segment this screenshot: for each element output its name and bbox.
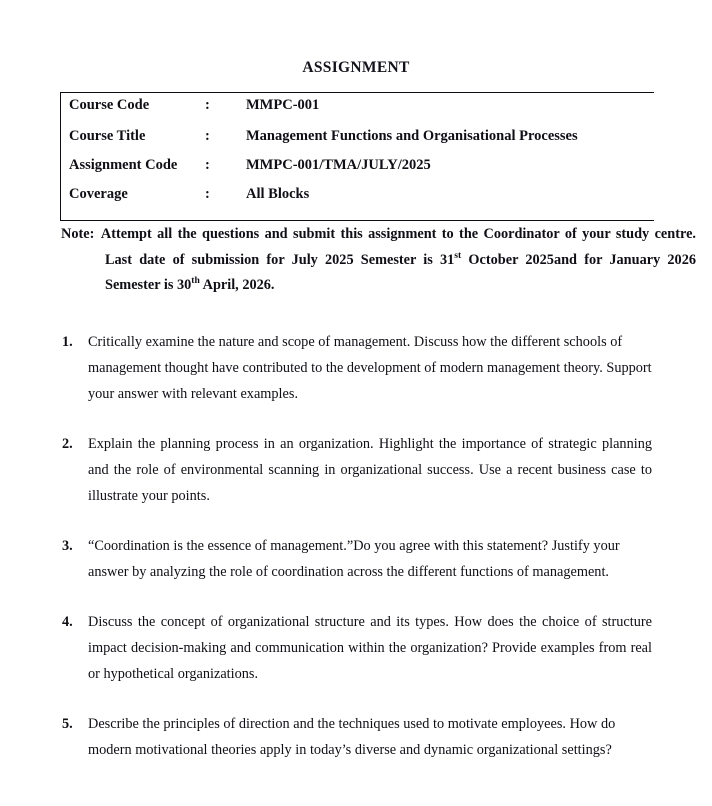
meta-label-assignment-code: Assignment Code bbox=[69, 157, 178, 173]
table-row bbox=[61, 93, 654, 128]
question-text: Describe the principles of direction and the techniques used to motivate employees. How do modern motivational theories apply in today’s diverse and dynamic organizational settings? bbox=[88, 716, 616, 758]
page-title: ASSIGNMENT bbox=[302, 59, 410, 76]
list-item bbox=[62, 431, 652, 509]
question-number: 3. bbox=[62, 538, 73, 554]
note-ordinal-suffix-st: st bbox=[454, 249, 462, 261]
note-label: Note: bbox=[61, 226, 95, 242]
assignment-meta-table bbox=[60, 92, 654, 221]
table-row bbox=[61, 157, 654, 186]
question-number: 4. bbox=[62, 614, 73, 630]
meta-separator: : bbox=[205, 128, 210, 144]
meta-value-assignment-code: MMPC-001/TMA/JULY/2025 bbox=[246, 157, 431, 173]
note-text-part-2: October 2025and for January 2026 Semester is 30 bbox=[105, 251, 696, 293]
meta-label-course-title: Course Title bbox=[69, 128, 146, 144]
note-text-part-1: Attempt all the questions and submit this assignment to the Coordinator of your study centre. Last date of submission for July 2025 Semester is 31 bbox=[96, 226, 696, 268]
question-text: “Coordination is the essence of management.”Do you agree with this statement? Justify your answer by analyzing the role of coordination across the different functions of management. bbox=[88, 538, 620, 580]
question-list bbox=[62, 329, 652, 787]
meta-value-coverage: All Blocks bbox=[246, 186, 310, 202]
question-text: Discuss the concept of organizational structure and its types. How does the choice of structure impact decision-making and communication within the organization? Provide examples from real or hypothetical organizations. bbox=[88, 614, 652, 682]
submission-note bbox=[61, 222, 696, 299]
meta-value-course-code: MMPC-001 bbox=[246, 97, 320, 113]
meta-separator: : bbox=[205, 186, 210, 202]
question-number: 2. bbox=[62, 436, 73, 452]
note-text-part-3: April, 2026. bbox=[199, 277, 275, 293]
question-text: Explain the planning process in an organization. Highlight the importance of strategic planning and the role of environmental scanning in organizational success. Use a recent business case to illustrate your points. bbox=[88, 436, 652, 504]
meta-label-course-code: Course Code bbox=[69, 97, 150, 113]
list-item bbox=[62, 609, 652, 687]
note-ordinal-suffix-th: th bbox=[191, 275, 200, 287]
list-item bbox=[62, 329, 652, 407]
meta-separator: : bbox=[205, 157, 210, 173]
list-item bbox=[62, 533, 652, 585]
question-number: 5. bbox=[62, 716, 73, 732]
table-row bbox=[61, 128, 654, 157]
question-text: Critically examine the nature and scope of management. Discuss how the different schools of management thought have contributed to the development of modern management theory. Support your answer with relevant examples. bbox=[88, 334, 652, 402]
question-number: 1. bbox=[62, 334, 73, 350]
table-row bbox=[61, 186, 654, 220]
meta-value-course-title: Management Functions and Organisational Processes bbox=[246, 128, 578, 144]
list-item bbox=[62, 711, 652, 763]
meta-separator: : bbox=[205, 97, 210, 113]
meta-label-coverage: Coverage bbox=[69, 186, 128, 202]
